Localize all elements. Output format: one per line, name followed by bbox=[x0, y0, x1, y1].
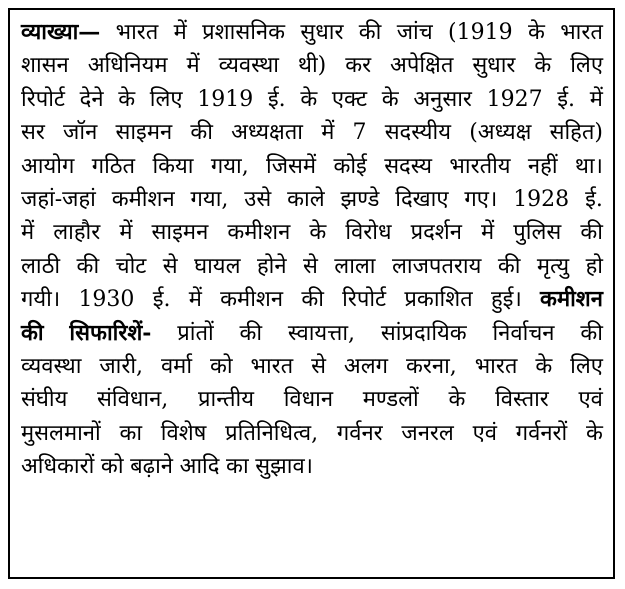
word: ई. bbox=[267, 86, 286, 112]
word: से bbox=[311, 353, 326, 379]
word: विस्तार bbox=[495, 387, 549, 413]
word: आदि bbox=[179, 454, 220, 480]
word: सांप्रदायिक bbox=[380, 320, 467, 346]
word: को bbox=[100, 454, 124, 480]
word: ई. bbox=[152, 287, 171, 313]
text-line bbox=[21, 49, 603, 82]
word: में bbox=[589, 86, 603, 112]
word: अधिनियम bbox=[87, 53, 168, 79]
text-line bbox=[21, 317, 603, 350]
word: की bbox=[239, 320, 263, 346]
word: पुलिस bbox=[513, 220, 562, 246]
word: का bbox=[226, 454, 249, 480]
word: की bbox=[580, 220, 603, 246]
word: सुधार bbox=[300, 20, 344, 45]
word: कर bbox=[345, 53, 372, 79]
word: गर्वनर bbox=[336, 420, 383, 446]
bold-word: की bbox=[21, 319, 44, 346]
text-line bbox=[21, 216, 603, 249]
word: से bbox=[162, 253, 178, 279]
word: जनरल bbox=[401, 420, 454, 446]
word: लिए bbox=[570, 53, 603, 79]
bold-word: व्याख्या— bbox=[21, 19, 101, 45]
word: की bbox=[190, 120, 213, 146]
word: की bbox=[580, 320, 603, 346]
word: मण्डलों bbox=[362, 387, 419, 413]
word: जारी, bbox=[99, 353, 144, 379]
word: (1919 bbox=[448, 20, 513, 45]
word: गया, bbox=[210, 153, 249, 179]
text-box bbox=[8, 8, 615, 579]
text-line bbox=[21, 450, 603, 483]
word: 1928 bbox=[513, 186, 570, 212]
word: जहां-जहां bbox=[21, 186, 96, 212]
word: के bbox=[585, 420, 603, 446]
word: के bbox=[534, 53, 552, 79]
word: हुई। bbox=[490, 287, 522, 313]
word: के bbox=[300, 86, 318, 112]
word: गया, bbox=[190, 186, 229, 212]
word: रिपोर्ट bbox=[21, 86, 65, 112]
text-line bbox=[21, 183, 603, 216]
word: सहित) bbox=[549, 120, 603, 146]
word: के bbox=[309, 220, 327, 246]
word: दिखाए bbox=[395, 186, 449, 212]
word: मुसलमानों bbox=[21, 420, 101, 446]
word: लाठी bbox=[21, 253, 61, 279]
word: गठित bbox=[91, 153, 136, 179]
word: नहीं bbox=[527, 153, 558, 179]
word: चोट bbox=[115, 253, 147, 279]
word: ई. bbox=[585, 186, 603, 212]
word: सुधार bbox=[472, 53, 516, 79]
text-line bbox=[21, 83, 603, 116]
word: निर्वाचन bbox=[492, 320, 555, 346]
word: के bbox=[118, 86, 136, 112]
word: लिए bbox=[149, 86, 183, 112]
word: उसे bbox=[244, 186, 272, 212]
text-line bbox=[21, 383, 603, 416]
word: कमीशन bbox=[227, 220, 291, 246]
word: बढ़ाने bbox=[130, 454, 173, 480]
word: आयोग bbox=[21, 153, 75, 179]
word: से bbox=[302, 253, 318, 279]
word: घायल bbox=[194, 253, 241, 279]
word: भारत bbox=[115, 20, 159, 45]
word: के bbox=[381, 86, 399, 112]
word: की bbox=[301, 287, 324, 313]
word: गए। bbox=[464, 186, 498, 212]
word: विधान bbox=[283, 387, 334, 413]
word: की bbox=[358, 20, 382, 45]
text-line bbox=[21, 250, 603, 283]
word: सर bbox=[21, 120, 45, 146]
word: 7 bbox=[352, 120, 367, 146]
word: स्वायत्ता, bbox=[287, 320, 356, 346]
word: साइमन bbox=[151, 220, 209, 246]
bold-word: सिफारिशें- bbox=[69, 319, 152, 346]
word: में bbox=[481, 220, 495, 246]
word: लाजपतराय bbox=[391, 253, 482, 279]
word: सुझाव। bbox=[255, 454, 314, 480]
word: प्रकाशित bbox=[404, 287, 473, 313]
word: में bbox=[173, 20, 187, 45]
text-line bbox=[21, 350, 603, 383]
word: लाला bbox=[334, 253, 376, 279]
word: प्रदर्शन bbox=[410, 220, 462, 246]
word: हो bbox=[585, 253, 603, 279]
word: 1930 bbox=[78, 287, 135, 313]
text-line bbox=[21, 16, 603, 49]
word: अपेक्षित bbox=[390, 53, 454, 79]
word: का bbox=[119, 420, 143, 446]
word: देने bbox=[79, 86, 104, 112]
word: में bbox=[119, 220, 133, 246]
word: लिए bbox=[570, 353, 603, 379]
word: अनुसार bbox=[413, 86, 472, 112]
word: विशेष bbox=[160, 420, 207, 446]
word: एक्ट bbox=[331, 86, 368, 112]
word: करना, bbox=[405, 353, 457, 379]
word: प्रांतों bbox=[177, 320, 214, 346]
word: के bbox=[527, 20, 545, 45]
text-line bbox=[21, 150, 603, 183]
word: वर्मा bbox=[160, 353, 193, 379]
word: सदस्य bbox=[384, 153, 433, 179]
word: लाहौर bbox=[53, 220, 101, 246]
word: व्यवस्था bbox=[21, 353, 82, 379]
word: साइमन bbox=[115, 120, 173, 146]
word: जिसमें bbox=[266, 153, 317, 179]
word: को bbox=[209, 353, 233, 379]
word: की bbox=[497, 253, 521, 279]
word: कमीशन bbox=[220, 287, 284, 313]
word: में bbox=[321, 120, 335, 146]
word: प्रतिनिधित्व, bbox=[225, 420, 319, 446]
word: होने bbox=[256, 253, 287, 279]
word: थी) bbox=[297, 53, 327, 79]
word: अधिकारों bbox=[21, 454, 95, 480]
bold-word: कमीशन bbox=[540, 286, 603, 313]
word: किया bbox=[152, 153, 194, 179]
word: भारत bbox=[250, 353, 294, 379]
word: कोई bbox=[333, 153, 367, 179]
word: के bbox=[448, 387, 466, 413]
word: प्रशासनिक bbox=[202, 20, 286, 45]
word: में bbox=[21, 220, 35, 246]
word: अलग bbox=[343, 353, 389, 379]
word: विरोध bbox=[345, 220, 392, 246]
word: सदस्यीय bbox=[384, 120, 452, 146]
word: गयी। bbox=[21, 287, 61, 313]
word: अध्यक्षता bbox=[231, 120, 304, 146]
word: की bbox=[76, 253, 100, 279]
word: व्यवस्था bbox=[218, 53, 279, 79]
word: झण्डे bbox=[340, 186, 380, 212]
word: एवं bbox=[578, 387, 603, 413]
word: 1919 bbox=[197, 86, 254, 112]
word: भारत bbox=[560, 20, 603, 45]
word: में bbox=[186, 53, 200, 79]
word: संविधान, bbox=[97, 387, 169, 413]
word: कमीशन bbox=[111, 186, 175, 212]
word: जांच bbox=[396, 20, 433, 45]
word: था। bbox=[574, 153, 603, 179]
text-line bbox=[21, 417, 603, 450]
word: प्रान्तीय bbox=[197, 387, 254, 413]
word: शासन bbox=[21, 53, 69, 79]
word: रिपोर्ट bbox=[342, 287, 387, 313]
word: भारतीय bbox=[449, 153, 511, 179]
word: जॉन bbox=[63, 120, 98, 146]
word: (अध्यक्ष bbox=[469, 120, 532, 146]
word: भारत bbox=[474, 353, 518, 379]
word: के bbox=[535, 353, 553, 379]
text-line bbox=[21, 283, 603, 316]
word: ई. bbox=[557, 86, 576, 112]
word: 1927 bbox=[486, 86, 543, 112]
word: एवं bbox=[472, 420, 497, 446]
word: मृत्यु bbox=[536, 253, 570, 279]
word: काले bbox=[287, 186, 325, 212]
word: में bbox=[188, 287, 202, 313]
word: संघीय bbox=[21, 387, 68, 413]
text-line bbox=[21, 116, 603, 149]
word: गर्वनरों bbox=[515, 420, 568, 446]
